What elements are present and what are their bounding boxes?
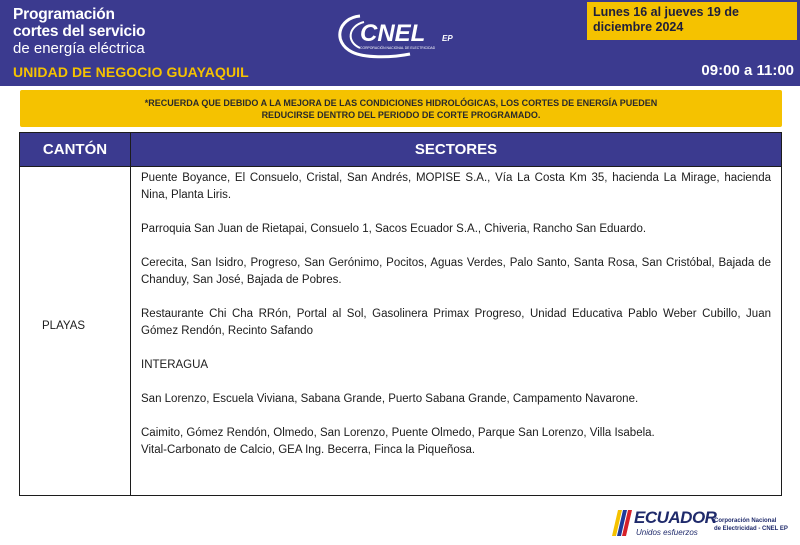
notice-banner xyxy=(20,90,782,127)
ecuador-footer-logo xyxy=(612,508,792,540)
logo-wordmark: CNEL xyxy=(360,20,426,47)
notice-text: *RECUERDA QUE DEBIDO A LA MEJORA DE LAS CONDICIONES HIDROLÓGICAS, LOS CORTES DE ENERGÍA PUEDEN REDUCIRSE DENTRO DEL PERIODO DE CORTE PROGRAMADO. xyxy=(144,97,658,120)
sectors-column-header: SECTORES xyxy=(414,141,498,158)
sectors-cell xyxy=(141,170,771,459)
footer-slogan: Unidos esfuerzos xyxy=(636,528,698,537)
table-header-row xyxy=(20,133,781,167)
sector-group: Parroquia San Juan de Rietapai, Consuelo 1, Sacos Ecuador S.A., Chiveria, Rancho San Eduardo. xyxy=(141,223,647,235)
sector-group: Caimito, Gómez Rendón, Olmedo, San Lorenzo, Puente Olmedo, Parque San Lorenzo, Villa Isabela. xyxy=(141,427,655,439)
sector-group: San Lorenzo, Escuela Viviana, Sabana Grande, Puerto Sabana Grande, Campamento Navarone. xyxy=(141,393,639,405)
canton-cell: PLAYAS xyxy=(42,320,86,332)
business-unit-label: UNIDAD DE NEGOCIO GUAYAQUIL xyxy=(13,64,249,80)
sector-group: Vital-Carbonato de Calcio, GEA Ing. Becerra, Finca la Piqueñosa. xyxy=(141,444,476,456)
footer-brand: ECUADOR xyxy=(634,508,717,527)
canton-column-header: CANTÓN xyxy=(20,133,131,166)
logo-subtitle: CORPORACIÓN NACIONAL DE ELECTRICIDAD xyxy=(360,46,436,50)
title-line-1: Programación xyxy=(13,6,115,23)
flag-stripes-icon xyxy=(612,510,634,536)
sector-group: INTERAGUA xyxy=(141,359,209,371)
sector-group: Puente Boyance, El Consuelo, Cristal, San Andrés, MOPISE S.A., Vía La Costa Km 35, hacienda La Mirage, hacienda Nina, Planta Liris. xyxy=(141,172,771,201)
sector-group: Cerecita, San Isidro, Progreso, San Gerónimo, Pocitos, Aguas Verdes, Palo Santo, Santa Rosa, San Cristóbal, Bajada de Chanduy, San José, Bajada de Pobres. xyxy=(141,257,771,286)
logo-suffix: EP xyxy=(442,34,453,43)
column-divider xyxy=(130,167,131,496)
footer-org xyxy=(714,517,788,533)
time-range-label: 09:00 a 11:00 xyxy=(701,62,794,79)
footer-org-line-1: Corporación Nacional xyxy=(714,518,777,524)
title-line-2: cortes del servicio xyxy=(13,23,146,40)
header-banner xyxy=(0,0,800,86)
title-line-3: de energía eléctrica xyxy=(13,40,145,57)
sector-group: Restaurante Chi Cha RRón, Portal al Sol, Gasolinera Primax Progreso, Unidad Educativa Pablo Weber Cubillo, Juan Gómez Rendón, Recinto Safando xyxy=(141,308,771,337)
footer-org-line-2: de Electricidad - CNEL EP xyxy=(714,526,788,532)
date-range-badge: Lunes 16 al jueves 19 de diciembre 2024 xyxy=(587,2,797,40)
header-title xyxy=(13,6,145,57)
cnel-logo xyxy=(330,8,470,62)
outage-table xyxy=(19,132,782,496)
